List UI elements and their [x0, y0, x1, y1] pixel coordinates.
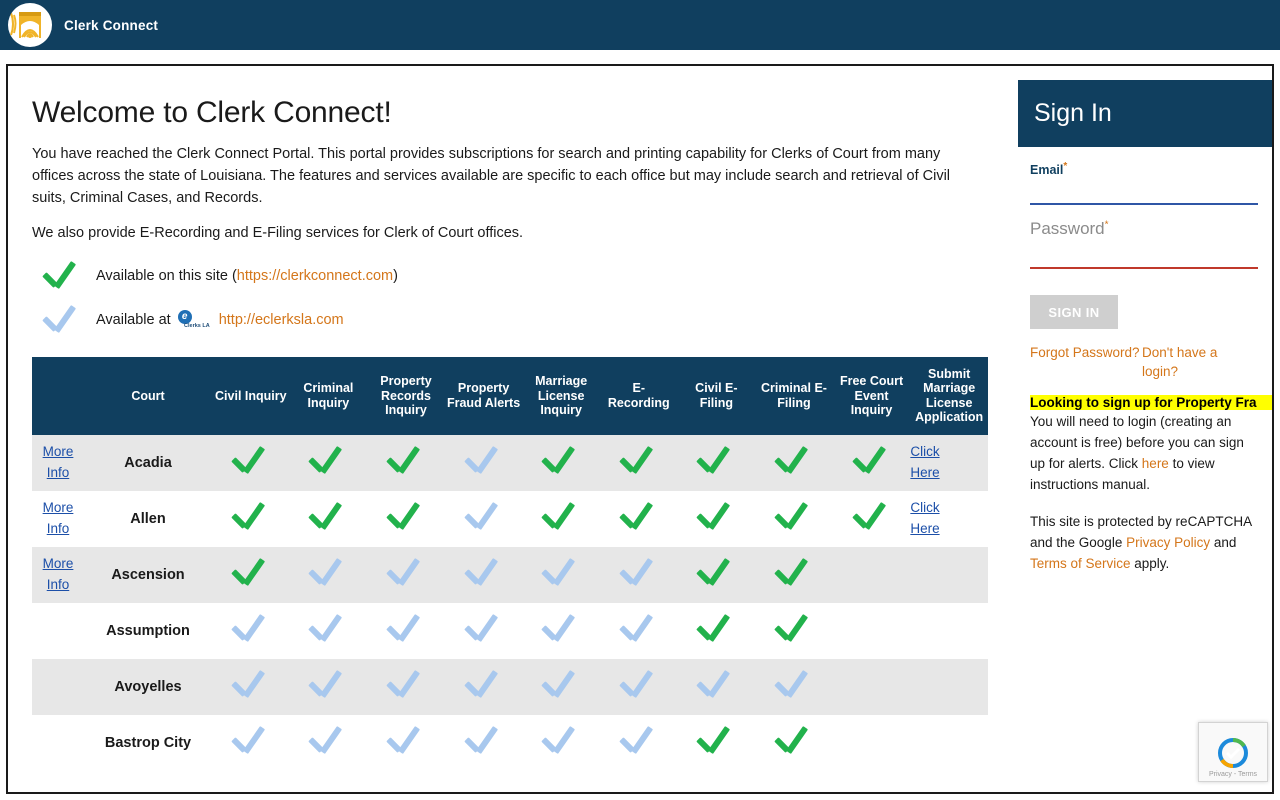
- page-frame: [6, 64, 1274, 794]
- submit-marriage-cell: [910, 491, 988, 547]
- free-court-event-cell: [833, 659, 911, 715]
- service-cell: [755, 659, 833, 715]
- submit-marriage-cell: [910, 435, 988, 491]
- services-table-body: [32, 435, 988, 771]
- forgot-password-link[interactable]: Forgot Password?: [1030, 345, 1140, 361]
- property-fraud-highlight: Looking to sign up for Property Fra: [1030, 395, 1274, 410]
- password-label: [1030, 219, 1258, 239]
- green-check-icon: [539, 444, 583, 478]
- email-input-underline: [1030, 179, 1258, 205]
- service-cell: [755, 491, 833, 547]
- free-court-event-cell: [833, 491, 911, 547]
- service-cell: [212, 547, 290, 603]
- free-court-event-cell: [833, 715, 911, 771]
- green-check-icon: [306, 500, 350, 534]
- email-required-marker: *: [1063, 161, 1068, 172]
- submit-marriage-cell: [910, 715, 988, 771]
- service-cell: [522, 435, 600, 491]
- availability-eclerks-text: [96, 312, 171, 328]
- service-cell: [522, 659, 600, 715]
- more-info-cell: [32, 491, 84, 547]
- blue-check-icon: [462, 668, 506, 702]
- service-cell: [367, 435, 445, 491]
- more-info-link[interactable]: More Info: [42, 443, 74, 480]
- service-cell: [290, 659, 368, 715]
- table-row: [32, 603, 988, 659]
- table-row: [32, 659, 988, 715]
- recaptcha-text-3: apply.: [1130, 556, 1170, 571]
- blue-check-icon: [772, 668, 816, 702]
- service-cell: [522, 547, 600, 603]
- table-row: [32, 491, 988, 547]
- more-info-link[interactable]: More Info: [42, 555, 74, 592]
- blue-check-icon: [617, 724, 661, 758]
- blue-check-icon: [229, 668, 273, 702]
- green-check-icon: [772, 500, 816, 534]
- table-row: [32, 435, 988, 491]
- court-name-cell: Acadia: [84, 435, 212, 491]
- blue-check-icon: [384, 556, 428, 590]
- green-check-icon: [850, 444, 894, 478]
- more-info-cell: [32, 603, 84, 659]
- main-content: [8, 66, 1012, 792]
- service-cell: [290, 435, 368, 491]
- no-login-link[interactable]: Don't have a login?: [1142, 345, 1218, 380]
- password-input-underline: [1030, 243, 1258, 269]
- password-input[interactable]: [1030, 243, 1258, 267]
- service-cell: [212, 659, 290, 715]
- blue-check-icon: [617, 668, 661, 702]
- submit-marriage-cell: [910, 547, 988, 603]
- submit-marriage-cell: [910, 659, 988, 715]
- service-cell: [522, 715, 600, 771]
- blue-check-icon: [462, 556, 506, 590]
- blue-check-icon: [384, 724, 428, 758]
- blue-check-icon: [306, 668, 350, 702]
- col-header-blank: [32, 357, 84, 435]
- green-check-icon: [40, 259, 84, 293]
- blue-check-icon: [462, 612, 506, 646]
- email-field-block: [1030, 161, 1258, 205]
- blue-check-icon: [229, 612, 273, 646]
- recaptcha-badge[interactable]: [1198, 722, 1268, 782]
- more-info-cell: [32, 715, 84, 771]
- password-required-marker: *: [1104, 219, 1109, 231]
- service-cell: [678, 715, 756, 771]
- blue-check-icon: [694, 668, 738, 702]
- availability-row-eclerks: [40, 303, 988, 337]
- service-cell: [600, 659, 678, 715]
- green-check-icon: [617, 444, 661, 478]
- service-cell: [600, 547, 678, 603]
- green-check-icon: [384, 444, 428, 478]
- green-check-icon: [229, 556, 273, 590]
- terms-of-service-link[interactable]: Terms of Service: [1030, 556, 1131, 571]
- green-check-icon: [617, 500, 661, 534]
- signin-title: Sign In: [1018, 80, 1272, 147]
- blue-check-icon: [617, 556, 661, 590]
- green-check-icon: [306, 444, 350, 478]
- col-header-court: Court: [84, 357, 212, 435]
- blue-check-icon: [306, 612, 350, 646]
- service-cell: [445, 603, 523, 659]
- service-cell: [212, 715, 290, 771]
- service-cell: [678, 435, 756, 491]
- signin-panel: [1008, 66, 1272, 792]
- blue-check-icon: [462, 500, 506, 534]
- service-cell: [522, 491, 600, 547]
- service-cell: [755, 547, 833, 603]
- green-check-icon: [850, 500, 894, 534]
- col-header-submit-marriage-license-application: Submit Marriage License Application: [910, 357, 988, 435]
- blue-check-icon: [462, 724, 506, 758]
- blue-check-icon: [384, 668, 428, 702]
- service-cell: [678, 603, 756, 659]
- submit-marriage-cell: [910, 603, 988, 659]
- services-table: [32, 357, 988, 771]
- blue-check-icon: [617, 612, 661, 646]
- more-info-cell: [32, 435, 84, 491]
- clerkconnect-link[interactable]: https://clerkconnect.com: [236, 268, 394, 284]
- green-check-icon: [694, 724, 738, 758]
- col-header-e-recording: E-Recording: [600, 357, 678, 435]
- property-fraud-instructions: [1030, 412, 1254, 496]
- green-check-icon: [539, 500, 583, 534]
- click-here-link[interactable]: Click Here: [910, 443, 940, 480]
- service-cell: [290, 491, 368, 547]
- availability-row-site: [40, 259, 988, 293]
- court-name-cell: Avoyelles: [84, 659, 212, 715]
- court-name-cell: Allen: [130, 510, 166, 527]
- service-cell: [755, 715, 833, 771]
- recaptcha-text-2: and: [1210, 535, 1237, 551]
- service-cell: [445, 547, 523, 603]
- service-cell: [367, 659, 445, 715]
- service-cell: [212, 491, 290, 547]
- col-header-civil-inquiry: Civil Inquiry: [212, 357, 290, 435]
- services-table-header: [32, 357, 988, 435]
- green-check-icon: [694, 612, 738, 646]
- blue-check-icon: [539, 668, 583, 702]
- service-cell: [367, 547, 445, 603]
- recaptcha-notice: [1030, 512, 1254, 575]
- col-header-civil-e-filing: Civil E-Filing: [678, 357, 756, 435]
- service-cell: [367, 715, 445, 771]
- green-check-icon: [772, 724, 816, 758]
- top-navbar: [0, 0, 1280, 50]
- email-input[interactable]: [1030, 179, 1258, 203]
- intro-paragraph-1: You have reached the Clerk Connect Portal. This portal provides subscriptions for search and printing capability for Clerks of Court from many offices across the state of Louisiana. The features and services available are specific to each office but may include search and retrieval of Civil suits, Criminal Cases, and Records.: [32, 146, 951, 206]
- service-cell: [367, 603, 445, 659]
- col-header-criminal-e-filing: Criminal E-Filing: [755, 357, 833, 435]
- password-field-block: [1030, 219, 1258, 269]
- green-check-icon: [229, 444, 273, 478]
- green-check-icon: [694, 556, 738, 590]
- email-label-text: Email: [1030, 163, 1064, 178]
- green-check-icon: [229, 500, 273, 534]
- service-cell: [290, 547, 368, 603]
- fraud-text-2: to view instructions manual.: [1030, 456, 1215, 493]
- service-cell: [290, 715, 368, 771]
- service-cell: [755, 603, 833, 659]
- service-cell: [600, 715, 678, 771]
- service-cell: [212, 603, 290, 659]
- service-cell: [600, 603, 678, 659]
- email-label: [1030, 161, 1258, 177]
- signin-helper-links: [1030, 343, 1268, 381]
- more-info-link[interactable]: More Info: [42, 499, 74, 536]
- col-header-marriage-license-inquiry: Marriage License Inquiry: [522, 357, 600, 435]
- court-name-cell: Assumption: [106, 622, 190, 639]
- fraud-here-link[interactable]: here: [1141, 456, 1169, 472]
- blue-check-icon: [229, 724, 273, 758]
- blue-check-icon: [539, 724, 583, 758]
- service-cell: [290, 603, 368, 659]
- service-cell: [445, 435, 523, 491]
- blue-check-icon: [462, 444, 506, 478]
- free-court-event-cell: [833, 435, 911, 491]
- recaptcha-text-1: This site is protected by reCAPTCHA and the Google: [1030, 514, 1252, 551]
- sign-in-button[interactable]: SIGN IN: [1030, 295, 1118, 329]
- green-check-icon: [384, 500, 428, 534]
- col-header-property-fraud-alerts: Property Fraud Alerts: [445, 357, 523, 435]
- green-check-icon: [772, 556, 816, 590]
- eclerks-la-badge-icon: e Clerks LA: [177, 309, 211, 331]
- col-header-property-records-inquiry: Property Records Inquiry: [367, 357, 445, 435]
- availability-eclerks-prefix: Available at: [96, 312, 171, 328]
- brand-title: Clerk Connect: [64, 17, 159, 33]
- service-cell: [445, 715, 523, 771]
- service-cell: [367, 491, 445, 547]
- more-info-cell: [32, 659, 84, 715]
- service-cell: [755, 435, 833, 491]
- privacy-policy-link[interactable]: Privacy Policy: [1126, 535, 1211, 551]
- service-cell: [445, 659, 523, 715]
- court-name-cell: Bastrop City: [104, 734, 192, 751]
- recaptcha-icon: [1216, 736, 1250, 770]
- page-title: Welcome to Clerk Connect!: [32, 96, 392, 129]
- free-court-event-cell: [833, 547, 911, 603]
- court-name-cell: Ascension: [84, 547, 212, 603]
- service-cell: [678, 547, 756, 603]
- availability-site-prefix: Available on this site (: [96, 268, 237, 284]
- fraud-text-1: You will need to login (creating an account is free) before you can sign up for alerts. Click: [1030, 414, 1244, 472]
- password-label-text: Password: [1030, 219, 1105, 239]
- service-cell: [678, 659, 756, 715]
- blue-check-icon: [539, 556, 583, 590]
- green-check-icon: [772, 612, 816, 646]
- green-check-icon: [772, 444, 816, 478]
- table-row: [32, 715, 988, 771]
- blue-check-icon: [539, 612, 583, 646]
- service-cell: [600, 491, 678, 547]
- blue-check-icon: [384, 612, 428, 646]
- col-header-free-court-event-inquiry: Free Court Event Inquiry: [833, 357, 911, 435]
- recaptcha-badge-subtext: Privacy - Terms: [1208, 770, 1258, 778]
- service-cell: [445, 491, 523, 547]
- blue-check-icon: [40, 303, 84, 337]
- eclerksla-link[interactable]: http://eclerksla.com: [218, 312, 344, 328]
- more-info-cell: [32, 547, 84, 603]
- blue-check-icon: [306, 724, 350, 758]
- green-check-icon: [694, 444, 738, 478]
- table-row: [32, 547, 988, 603]
- intro-paragraph-2: We also provide E-Recording and E-Filing services for Clerk of Court offices.: [32, 225, 524, 242]
- blue-check-icon: [306, 556, 350, 590]
- service-cell: [212, 435, 290, 491]
- service-cell: [678, 491, 756, 547]
- availability-site-text: [96, 268, 398, 284]
- green-check-icon: [694, 500, 738, 534]
- free-court-event-cell: [833, 603, 911, 659]
- service-cell: [522, 603, 600, 659]
- service-cell: [600, 435, 678, 491]
- click-here-link[interactable]: Click Here: [910, 499, 940, 536]
- col-header-criminal-inquiry: Criminal Inquiry: [290, 357, 368, 435]
- clerk-connect-logo-icon[interactable]: [8, 3, 52, 47]
- availability-site-suffix: ): [393, 268, 398, 284]
